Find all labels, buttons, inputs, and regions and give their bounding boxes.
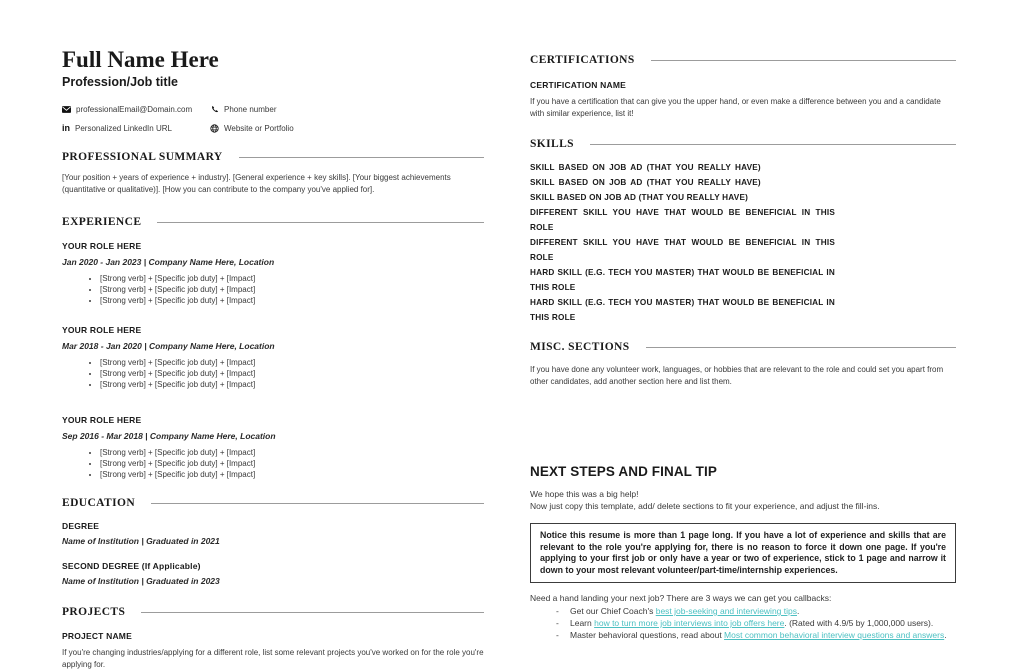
degree-title: DEGREE	[62, 521, 100, 531]
section-heading-misc-sections: MISC. SECTIONS	[530, 341, 956, 353]
education-entry	[62, 561, 484, 586]
right-column	[530, 54, 956, 641]
left-column	[62, 48, 484, 671]
job-title: Profession/Job title	[62, 75, 178, 89]
callback-link-tips[interactable]: best job-seeking and interviewing tips	[655, 606, 797, 616]
project-text: If you're changing industries/applying for a different role, list some relevant projects you've worked on for the role you're applying for.	[62, 648, 484, 669]
section-heading-experience: EXPERIENCE	[62, 216, 484, 228]
experience-entry	[62, 241, 484, 306]
education-entry	[62, 521, 484, 546]
role-meta: Mar 2018 - Jan 2020 | Company Name Here, Location	[62, 341, 275, 351]
callbacks-section	[530, 592, 956, 641]
next-steps-line1: We hope this was a big help!	[530, 489, 639, 499]
callback-pre: Learn	[570, 618, 595, 628]
contact-website-label: Website or Portfolio	[224, 124, 294, 133]
heading-rule	[157, 222, 484, 223]
contact-info	[62, 105, 484, 133]
callbacks-list	[530, 605, 956, 641]
callback-item	[556, 629, 956, 641]
skill-item: SKILL BASED ON JOB AD (THAT YOU REALLY HAVE)	[530, 163, 761, 172]
experience-entry	[62, 415, 484, 480]
project-name: PROJECT NAME	[62, 631, 132, 641]
role-title: YOUR ROLE HERE	[62, 325, 142, 335]
skills-list	[530, 160, 835, 325]
section-heading-certifications: CERTIFICATIONS	[530, 54, 956, 66]
degree-meta: Name of Institution | Graduated in 2021	[62, 536, 220, 546]
heading-rule	[646, 347, 956, 348]
phone-icon	[210, 105, 219, 114]
heading-rule	[651, 60, 956, 61]
callbacks-intro: Need a hand landing your next job? There are 3 ways we can get you callbacks:	[530, 593, 832, 603]
certification-text: If you have a certification that can give you the upper hand, or even make a difference between you and a candidate with similar experience, list it!	[530, 97, 941, 118]
certification-name: CERTIFICATION NAME	[530, 80, 626, 90]
next-steps-line2: Now just copy this template, add/ delete sections to fit your experience, and adjust the fill-ins.	[530, 500, 880, 511]
section-heading-professional-summary: PROFESSIONAL SUMMARY	[62, 151, 484, 163]
role-bullets	[62, 357, 484, 390]
linkedin-icon: in	[62, 123, 70, 133]
skill-item: HARD SKILL (E.G. TECH YOU MASTER) THAT WOULD BE BENEFICIAL IN THIS ROLE	[530, 298, 835, 322]
role-meta: Sep 2016 - Mar 2018 | Company Name Here, Location	[62, 431, 276, 441]
contact-email-label: professionalEmail@Domain.com	[76, 105, 193, 114]
contact-phone	[210, 105, 484, 114]
callback-post: .	[797, 606, 800, 616]
role-bullets	[62, 447, 484, 480]
contact-linkedin-label: Personalized LinkedIn URL	[75, 124, 172, 133]
callback-item	[556, 617, 956, 629]
skill-item: HARD SKILL (E.G. TECH YOU MASTER) THAT WOULD BE BENEFICIAL IN THIS ROLE	[530, 268, 835, 292]
callback-item	[556, 605, 956, 617]
heading-rule	[141, 612, 484, 613]
callback-post: .	[944, 630, 947, 640]
next-steps-heading: NEXT STEPS AND FINAL TIP	[530, 464, 717, 479]
email-icon	[62, 105, 71, 114]
globe-icon	[210, 124, 219, 133]
bullet-item: • [Strong verb] + [Specific job duty] + [Impact]	[100, 458, 484, 469]
heading-rule	[239, 157, 484, 158]
misc-text: If you have done any volunteer work, languages, or hobbies that are relevant to the role and could set you apart from other candidates, add another section here and list them.	[530, 365, 944, 386]
bullet-item: • [Strong verb] + [Specific job duty] + [Impact]	[100, 273, 484, 284]
callback-pre: Master behavioral questions, read about	[570, 630, 725, 640]
heading-rule	[590, 144, 956, 145]
experience-entry	[62, 325, 484, 390]
role-title: YOUR ROLE HERE	[62, 241, 142, 251]
degree-meta: Name of Institution | Graduated in 2023	[62, 576, 220, 586]
summary-text: [Your position + years of experience + industry]. [General experience + key skills]. [Your biggest achievements (quantitative or qualitative)]. [How you can contribute to the company you've applied for].	[62, 173, 451, 194]
bullet-item: • [Strong verb] + [Specific job duty] + [Impact]	[100, 368, 484, 379]
heading-rule	[151, 503, 484, 504]
notice-box: Notice this resume is more than 1 page long. If you have a lot of experience and skills that are relevant to the role you're applying for, there is no reason to force it down one page. If you're applying to your first job or only have a year or two of experience, stick to 1 page and narrow it down to your most relevant volunteer/part-time/internship experiences.	[530, 523, 956, 583]
skill-item: DIFFERENT SKILL YOU HAVE THAT WOULD BE BENEFICIAL IN THIS ROLE	[530, 208, 835, 232]
next-steps-intro	[530, 489, 956, 512]
callback-link-job-offers[interactable]: how to turn more job interviews into job offers here	[594, 618, 785, 628]
section-heading-projects: PROJECTS	[62, 606, 484, 618]
bullet-item: • [Strong verb] + [Specific job duty] + [Impact]	[100, 447, 484, 458]
bullet-item: • [Strong verb] + [Specific job duty] + [Impact]	[100, 295, 484, 306]
degree-title: SECOND DEGREE (If Applicable)	[62, 561, 201, 571]
contact-phone-label: Phone number	[224, 105, 277, 114]
bullet-item: • [Strong verb] + [Specific job duty] + [Impact]	[100, 357, 484, 368]
skill-item: DIFFERENT SKILL YOU HAVE THAT WOULD BE BENEFICIAL IN THIS ROLE	[530, 238, 835, 262]
full-name: Full Name Here	[62, 47, 219, 72]
contact-linkedin	[62, 124, 210, 133]
skill-item: SKILL BASED ON JOB AD (THAT YOU REALLY HAVE)	[530, 178, 761, 187]
bullet-item: • [Strong verb] + [Specific job duty] + [Impact]	[100, 379, 484, 390]
callback-pre: Get our Chief Coach's	[570, 606, 656, 616]
callback-link-behavioral-questions[interactable]: Most common behavioral interview questions and answers	[724, 630, 945, 640]
section-heading-education: EDUCATION	[62, 497, 484, 509]
skill-item: SKILL BASED ON JOB AD (THAT YOU REALLY HAVE)	[530, 193, 749, 202]
bullet-item: • [Strong verb] + [Specific job duty] + [Impact]	[100, 469, 484, 480]
bullet-item: • [Strong verb] + [Specific job duty] + [Impact]	[100, 284, 484, 295]
role-title: YOUR ROLE HERE	[62, 415, 142, 425]
contact-email	[62, 105, 210, 114]
section-heading-skills: SKILLS	[530, 138, 956, 150]
contact-website	[210, 124, 484, 133]
role-bullets	[62, 273, 484, 306]
role-meta: Jan 2020 - Jan 2023 | Company Name Here, Location	[62, 257, 275, 267]
callback-post: . (Rated with 4.9/5 by 1,000,000 users).	[784, 618, 934, 628]
